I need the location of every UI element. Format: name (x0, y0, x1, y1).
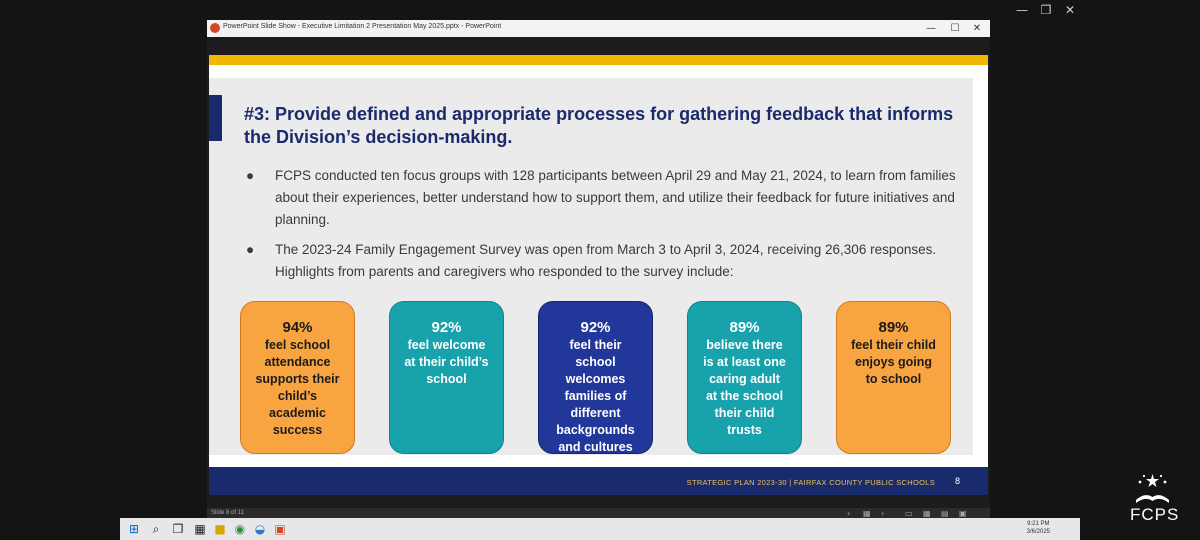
stat-card (538, 301, 653, 454)
system-clock[interactable] (1027, 520, 1050, 536)
viewer-minimize-button[interactable]: — (1016, 3, 1028, 17)
windows-start-icon[interactable]: ⊞ (128, 522, 140, 536)
page-number: 8 (954, 476, 960, 486)
slide-menu-icon[interactable]: ▦ (863, 509, 871, 518)
close-button[interactable]: ✕ (972, 23, 982, 34)
viewer-close-button[interactable]: ✕ (1064, 3, 1076, 17)
stat-card (240, 301, 355, 454)
stat-label: feel their school welcomes families of different backgrounds and cultures (556, 338, 635, 454)
gold-header-bar (209, 55, 988, 65)
next-slide-icon[interactable]: › (881, 509, 885, 518)
slide-count: Slide 8 of 11 (211, 510, 244, 516)
slide-headline: #3: Provide defined and appropriate processes for gathering feedback that informs the Division’s decision-making. (244, 104, 954, 147)
stat-percent: 89% (729, 319, 760, 336)
windows-taskbar (120, 518, 1080, 540)
minimize-button[interactable]: — (926, 23, 936, 34)
search-icon[interactable]: ⌕ (152, 522, 160, 536)
clock-time: 9:21 PM (1027, 521, 1050, 527)
bullet-dot: ● (246, 168, 255, 183)
file-explorer-icon[interactable]: ■ (214, 522, 226, 536)
powerpoint-window (207, 20, 990, 520)
slideshow-view-icon[interactable]: ▣ (959, 509, 967, 518)
viewer-restore-button[interactable]: ❐ (1040, 3, 1052, 17)
fcps-logo-text: FCPS (1130, 505, 1180, 524)
bullet-text: FCPS conducted ten focus groups with 128 participants between April 29 and May 21, 2024, to learn from families about their experiences, better understand how to support them, and utilize their feedback for future initiatives and planning. (275, 168, 956, 227)
edge-icon[interactable]: ◒ (254, 522, 266, 536)
clock-date: 3/6/2025 (1026, 529, 1050, 535)
normal-view-icon[interactable]: ▭ (905, 509, 913, 518)
headline-accent-bar (209, 95, 222, 141)
stat-card (687, 301, 802, 454)
stat-card (389, 301, 504, 454)
stat-card (836, 301, 951, 454)
chrome-icon[interactable]: ◉ (234, 522, 246, 536)
bullet-text: The 2023-24 Family Engagement Survey was open from March 3 to April 3, 2024, receiving 26,306 responses. Highlights from parents and caregivers who responded to the survey include: (275, 242, 937, 279)
slide-sorter-icon[interactable]: ▦ (923, 509, 931, 518)
stat-label: believe there is at least one caring adult at the school their child trusts (703, 338, 786, 437)
task-view-icon[interactable]: ❐ (172, 522, 184, 536)
stat-percent: 92% (431, 319, 462, 336)
stat-label: feel welcome at their child’s school (404, 338, 489, 386)
previous-slide-icon[interactable]: ‹ (847, 509, 851, 518)
title-bar (207, 20, 990, 37)
powerpoint-icon (210, 23, 220, 33)
maximize-button[interactable]: ☐ (950, 23, 960, 34)
fcps-logo-icon (1130, 472, 1175, 506)
bullet-dot: ● (246, 242, 255, 257)
window-title: PowerPoint Slide Show - Executive Limitation 2 Presentation May 2025.pptx - PowerPoint (223, 23, 502, 30)
widgets-icon[interactable]: ▦ (194, 522, 206, 536)
stat-label: feel their child enjoys going to school (851, 338, 936, 386)
slide-footer (209, 467, 988, 495)
stat-percent: 94% (282, 319, 313, 336)
reading-view-icon[interactable]: ▤ (941, 509, 949, 518)
stat-percent: 92% (580, 319, 611, 336)
stat-percent: 89% (878, 319, 909, 336)
stat-label: feel school attendance supports their child’s academic success (255, 338, 340, 437)
slide (209, 55, 988, 495)
footer-text: STRATEGIC PLAN 2023-30 | FAIRFAX COUNTY PUBLIC SCHOOLS (686, 478, 935, 487)
powerpoint-taskbar-icon[interactable]: ▣ (274, 522, 286, 536)
